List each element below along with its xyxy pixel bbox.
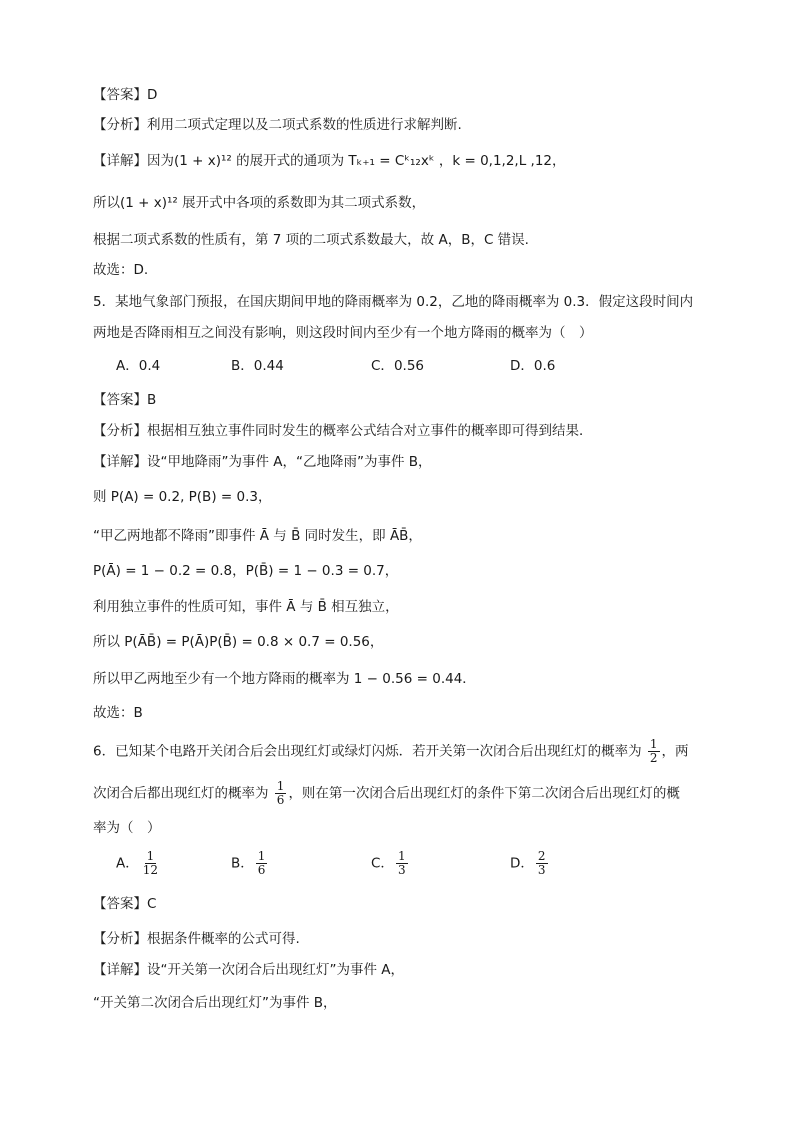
q5-option-c	[371, 356, 424, 376]
q6-option-a	[116, 850, 162, 877]
frac-num: 1	[276, 779, 285, 793]
question-6-line-1	[93, 738, 689, 765]
q5-option-a-value: 0.4	[138, 358, 161, 374]
detail-4-line-1: 【详解】因为(1 + x)¹² 的展开式的通项为 Tₖ₊₁ = Cᵏ₁₂xᵏ ，k = 0,1,2,L ,12，	[93, 153, 566, 169]
question-6-line-3: 率为（ ）	[93, 820, 161, 836]
question-5-line-1: 5．某地气象部门预报，在国庆期间甲地的降雨概率为 0.2，乙地的降雨概率为 0.3．假定这段时间内	[93, 294, 694, 310]
q6-option-b-fraction	[256, 850, 268, 877]
choice-4: 故选：D.	[93, 262, 149, 278]
analysis-4: 【分析】利用二项式定理以及二项式系数的性质进行求解判断.	[93, 117, 462, 133]
q6-option-a-label: A．	[116, 855, 139, 872]
frac-num: 1	[397, 849, 406, 863]
q6-text-4: ，则在第一次闭合后出现红灯的条件下第二次闭合后出现红灯的概	[288, 785, 680, 802]
q6-text-3: 次闭合后都出现红灯的概率为	[93, 785, 269, 802]
q6-text-2: ，两	[661, 743, 689, 760]
frac-num: 1	[146, 849, 155, 863]
frac-den: 3	[397, 863, 406, 877]
detail-5-line-2: 则 P(A) = 0.2, P(B) = 0.3，	[93, 489, 272, 505]
answer-4: 【答案】D	[93, 87, 158, 103]
choice-5: 故选：B	[93, 705, 143, 721]
q5-option-a	[116, 356, 160, 376]
detail-5-line-3: “甲乙两地都不降雨”即事件 Ā 与 B̄ 同时发生，即 ĀB̄，	[93, 528, 422, 544]
q5-option-b-label: B．	[231, 358, 254, 374]
detail-5-line-1: 【详解】设“甲地降雨”为事件 A，“乙地降雨”为事件 B，	[93, 454, 432, 470]
frac-den: 6	[257, 863, 266, 877]
q6-option-d	[510, 850, 550, 877]
frac-num: 1	[649, 737, 658, 751]
answer-5: 【答案】B	[93, 392, 157, 408]
q6-option-a-fraction	[141, 850, 160, 877]
q6-option-d-label: D．	[510, 855, 534, 872]
detail-4-line-2: 所以(1 + x)¹² 展开式中各项的系数即为其二项式系数，	[93, 195, 426, 211]
detail-5-line-5: 利用独立事件的性质可知，事件 Ā 与 B̄ 相互独立，	[93, 599, 399, 615]
q5-option-d-label: D．	[510, 358, 534, 374]
q5-option-c-label: C．	[371, 358, 394, 374]
detail-6-line-2: “开关第二次闭合后出现红灯”为事件 B，	[93, 995, 337, 1011]
q5-option-c-value: 0.56	[393, 358, 424, 374]
frac-den: 6	[276, 793, 285, 807]
q5-option-b	[231, 356, 284, 376]
q5-option-b-value: 0.44	[253, 358, 284, 374]
frac-num: 1	[257, 849, 266, 863]
frac-den: 3	[537, 863, 546, 877]
q6-option-c	[371, 850, 410, 877]
detail-5-line-4: P(Ā) = 1 − 0.2 = 0.8，P(B̄) = 1 − 0.3 = 0.7，	[93, 563, 399, 579]
frac-den: 12	[142, 863, 159, 877]
question-6-line-2	[93, 780, 680, 807]
question-5-line-2: 两地是否降雨相互之间没有影响，则这段时间内至少有一个地方降雨的概率为（ ）	[93, 325, 593, 341]
fraction-one-sixth	[275, 780, 287, 807]
detail-5-line-7: 所以甲乙两地至少有一个地方降雨的概率为 1 − 0.56 = 0.44．	[93, 671, 476, 687]
q6-option-d-fraction	[536, 850, 548, 877]
q6-option-c-fraction	[396, 850, 408, 877]
q5-option-a-label: A．	[116, 358, 139, 374]
answer-6: 【答案】C	[93, 896, 157, 912]
detail-4-line-3: 根据二项式系数的性质有，第 7 项的二项式系数最大，故 A，B，C 错误.	[93, 232, 529, 248]
analysis-6: 【分析】根据条件概率的公式可得.	[93, 931, 300, 947]
frac-den: 2	[649, 751, 658, 765]
q5-option-d	[510, 356, 555, 376]
q6-option-c-label: C．	[371, 855, 394, 872]
frac-num: 2	[537, 849, 546, 863]
detail-6-line-1: 【详解】设“开关第一次闭合后出现红灯”为事件 A，	[93, 962, 405, 978]
detail-5-line-6: 所以 P(ĀB̄) = P(Ā)P(B̄) = 0.8 × 0.7 = 0.56，	[93, 634, 384, 650]
fraction-one-half	[648, 738, 660, 765]
q6-text-1: 6．已知某个电路开关闭合后会出现红灯或绿灯闪烁．若开关第一次闭合后出现红灯的概率为	[93, 743, 642, 760]
q6-option-b	[231, 850, 269, 877]
q5-option-d-value: 0.6	[533, 358, 556, 374]
q6-option-b-label: B．	[231, 855, 254, 872]
analysis-5: 【分析】根据相互独立事件同时发生的概率公式结合对立事件的概率即可得到结果．	[93, 423, 593, 439]
